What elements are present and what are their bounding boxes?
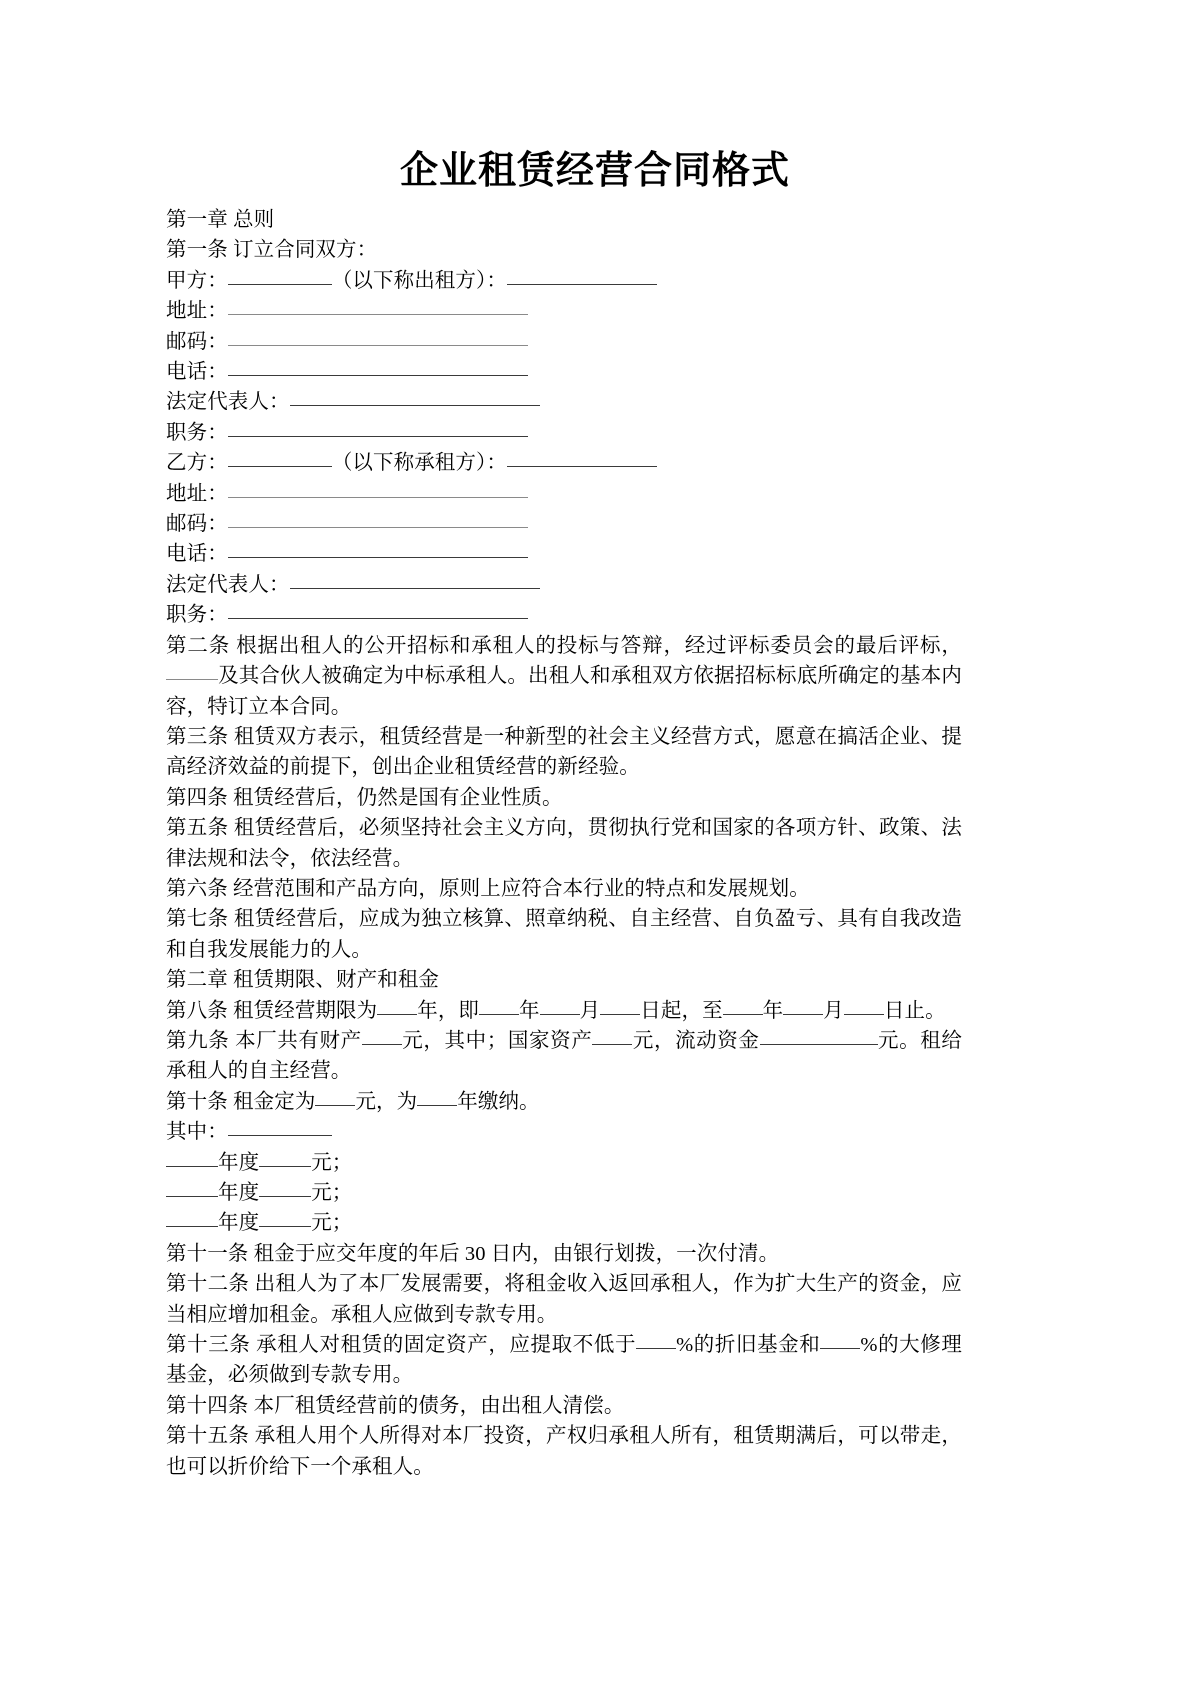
year-row-3-year-label: 年度 (218, 1212, 260, 1235)
page-title: 企业租赁经营合同格式 (399, 150, 790, 192)
article-8-part-6: 年 (762, 999, 784, 1022)
party-a-label: 甲方： (166, 269, 228, 292)
party-b-legal-rep-row (166, 570, 962, 600)
year-row-1-unit-label: 元； (311, 1151, 353, 1174)
article-3-paragraph: 第三条 租赁双方表示，租赁经营是一种新型的社会主义经营方式，愿意在搞活企业、提高经济效益的前提下，创出企业租赁经营的新经验。 (166, 725, 962, 779)
article-1-heading: 第一条 订立合同双方： (166, 239, 378, 262)
year-row-3-amount-blank[interactable] (259, 1226, 311, 1227)
party-b-phone-blank[interactable] (228, 557, 528, 558)
party-b-phone-row (166, 539, 962, 569)
party-b-legal-rep-label: 法定代表人： (166, 573, 290, 596)
year-row-1-year-blank[interactable] (166, 1166, 218, 1167)
article-8-part-4: 月 (579, 999, 601, 1022)
party-a-position-row (166, 418, 962, 448)
article-8-paragraph (166, 996, 962, 1026)
year-row-2 (166, 1178, 962, 1208)
article-9-part-2: 元，其中；国家资产 (401, 1029, 593, 1052)
document-body (166, 205, 962, 1482)
article-2-suffix: 及其合伙人被确定为中标承租人。出租人和承租双方依据招标标底所确定的基本内容，特订立本合同。 (166, 665, 962, 718)
article-15-paragraph: 第十五条 承租人用个人所得对本厂投资，产权归承租人所有，租赁期满后，可以带走，也可以折价给下一个承租人。 (166, 1425, 962, 1478)
article-8-start-day-blank[interactable] (600, 1014, 640, 1015)
party-b-legal-rep-blank[interactable] (290, 588, 540, 589)
chapter-1-heading: 第一章 总则 (166, 209, 275, 231)
article-8-part-8: 日止。 (883, 999, 946, 1022)
chapter-2-heading: 第二章 租赁期限、财产和租金 (166, 969, 440, 992)
party-a-position-blank[interactable] (228, 436, 528, 437)
party-a-phone-blank[interactable] (228, 375, 528, 376)
article-13-part-3: %的大修理基金，必须做到专款专用。 (166, 1334, 962, 1387)
party-b-position-row (166, 600, 962, 630)
article-8-part-5: 日起，至 (640, 999, 723, 1022)
article-10-part-2: 元，为 (355, 1090, 418, 1113)
year-row-1-amount-blank[interactable] (259, 1166, 311, 1167)
party-a-alias-blank[interactable] (507, 284, 657, 285)
year-row-2-unit-label: 元； (311, 1182, 353, 1204)
party-a-phone-label: 电话： (166, 361, 228, 384)
party-a-note: （以下称出租方）： (331, 269, 507, 292)
party-b-alias-blank[interactable] (507, 466, 657, 467)
article-9-part-1: 第九条 本厂共有财产 (166, 1029, 362, 1052)
party-a-legal-rep-label: 法定代表人： (166, 391, 290, 414)
party-b-label: 乙方： (166, 452, 228, 475)
article-4-paragraph: 第四条 租赁经营后，仍然是国有企业性质。 (166, 786, 563, 809)
article-8-start-year-blank[interactable] (479, 1014, 519, 1015)
article-8-part-1: 第八条 租赁经营期限为 (166, 999, 378, 1022)
year-row-2-year-blank[interactable] (166, 1196, 218, 1197)
party-b-postcode-label: 邮码： (166, 513, 228, 536)
party-b-name-blank[interactable] (228, 466, 332, 467)
article-13-depreciation-rate-blank[interactable] (636, 1348, 676, 1349)
article-9-state-assets-blank[interactable] (592, 1044, 632, 1045)
year-row-2-amount-blank[interactable] (259, 1196, 311, 1197)
article-2-prefix: 第二条 根据出租人的公开招标和承租人的投标与答辩，经过评标委员会的最后评标， (166, 634, 962, 657)
year-row-3 (166, 1208, 962, 1238)
party-a-postcode-label: 邮码： (166, 330, 228, 353)
article-10-paragraph (166, 1087, 962, 1117)
article-10-rent-amount-blank[interactable] (315, 1105, 355, 1106)
party-a-legal-rep-row (166, 387, 962, 417)
party-a-address-row (166, 296, 962, 326)
party-b-name-row (166, 448, 962, 478)
article-11-paragraph: 第十一条 租金于应交年度的年后 30 日内，由银行划拨，一次付清。 (166, 1242, 780, 1265)
article-10-part-3: 年缴纳。 (457, 1090, 540, 1113)
party-b-position-label: 职务： (166, 604, 228, 627)
among-row (166, 1117, 962, 1147)
article-9-paragraph (166, 1026, 962, 1087)
article-2-blank[interactable] (166, 679, 218, 680)
party-b-position-blank[interactable] (228, 618, 528, 619)
article-8-part-3: 年 (519, 999, 540, 1022)
article-8-end-year-blank[interactable] (723, 1014, 763, 1015)
party-a-address-blank[interactable] (228, 314, 528, 315)
article-13-part-1: 第十三条 承租人对租赁的固定资产，应提取不低于 (166, 1334, 637, 1357)
article-7-paragraph: 第七条 租赁经营后，应成为独立核算、照章纳税、自主经营、自负盈亏、具有自我改造和自我发展能力的人。 (166, 908, 962, 961)
among-blank[interactable] (228, 1135, 332, 1136)
party-b-phone-label: 电话： (166, 543, 228, 566)
party-a-phone-row (166, 357, 962, 387)
among-label: 其中： (166, 1121, 228, 1144)
article-14-paragraph: 第十四条 本厂租赁经营前的债务，由出租人清偿。 (166, 1394, 625, 1417)
party-b-address-row (166, 479, 962, 509)
article-13-part-2: %的折旧基金和 (676, 1334, 821, 1357)
party-b-note: （以下称承租方）： (331, 452, 507, 475)
article-8-start-month-blank[interactable] (540, 1014, 580, 1015)
article-10-part-1: 第十条 租金定为 (166, 1090, 316, 1113)
party-a-address-label: 地址： (166, 300, 228, 323)
year-row-2-year-label: 年度 (218, 1182, 260, 1204)
article-8-part-7: 月 (823, 999, 844, 1022)
party-a-legal-rep-blank[interactable] (290, 405, 540, 406)
year-row-3-unit-label: 元； (311, 1212, 353, 1235)
party-b-postcode-blank[interactable] (228, 527, 528, 528)
party-a-position-label: 职务： (166, 421, 228, 444)
article-6-paragraph: 第六条 经营范围和产品方向，原则上应符合本行业的特点和发展规划。 (166, 877, 810, 900)
party-a-name-row (166, 266, 962, 296)
article-10-rent-years-blank[interactable] (417, 1105, 457, 1106)
party-b-address-blank[interactable] (228, 497, 528, 498)
article-9-part-3: 元，流动资金 (632, 1029, 760, 1052)
article-8-end-month-blank[interactable] (783, 1014, 823, 1015)
article-5-paragraph: 第五条 租赁经营后，必须坚持社会主义方向，贯彻执行党和国家的各项方针、政策、法律法规和法令，依法经营。 (166, 817, 962, 870)
party-b-address-label: 地址： (166, 482, 228, 505)
year-row-1 (166, 1148, 962, 1178)
article-2-paragraph (166, 631, 962, 722)
year-row-3-year-blank[interactable] (166, 1226, 218, 1227)
article-13-overhaul-rate-blank[interactable] (820, 1348, 860, 1349)
article-9-total-assets-blank[interactable] (362, 1044, 402, 1045)
party-a-name-blank[interactable] (228, 284, 332, 285)
article-9-part-4: 元。租给承租人的自主经营。 (166, 1029, 962, 1083)
year-row-1-year-label: 年度 (218, 1151, 260, 1174)
article-8-part-2: 年，即 (417, 999, 480, 1022)
article-8-end-day-blank[interactable] (844, 1014, 884, 1015)
article-8-term-years-blank[interactable] (377, 1014, 417, 1015)
article-9-working-capital-blank[interactable] (760, 1044, 878, 1045)
party-b-postcode-row (166, 509, 962, 539)
party-a-postcode-blank[interactable] (228, 345, 528, 346)
article-13-paragraph (166, 1330, 962, 1391)
party-a-postcode-row (166, 327, 962, 357)
article-12-paragraph: 第十二条 出租人为了本厂发展需要，将租金收入返回承租人，作为扩大生产的资金，应当相应增加租金。承租人应做到专款专用。 (166, 1273, 962, 1326)
